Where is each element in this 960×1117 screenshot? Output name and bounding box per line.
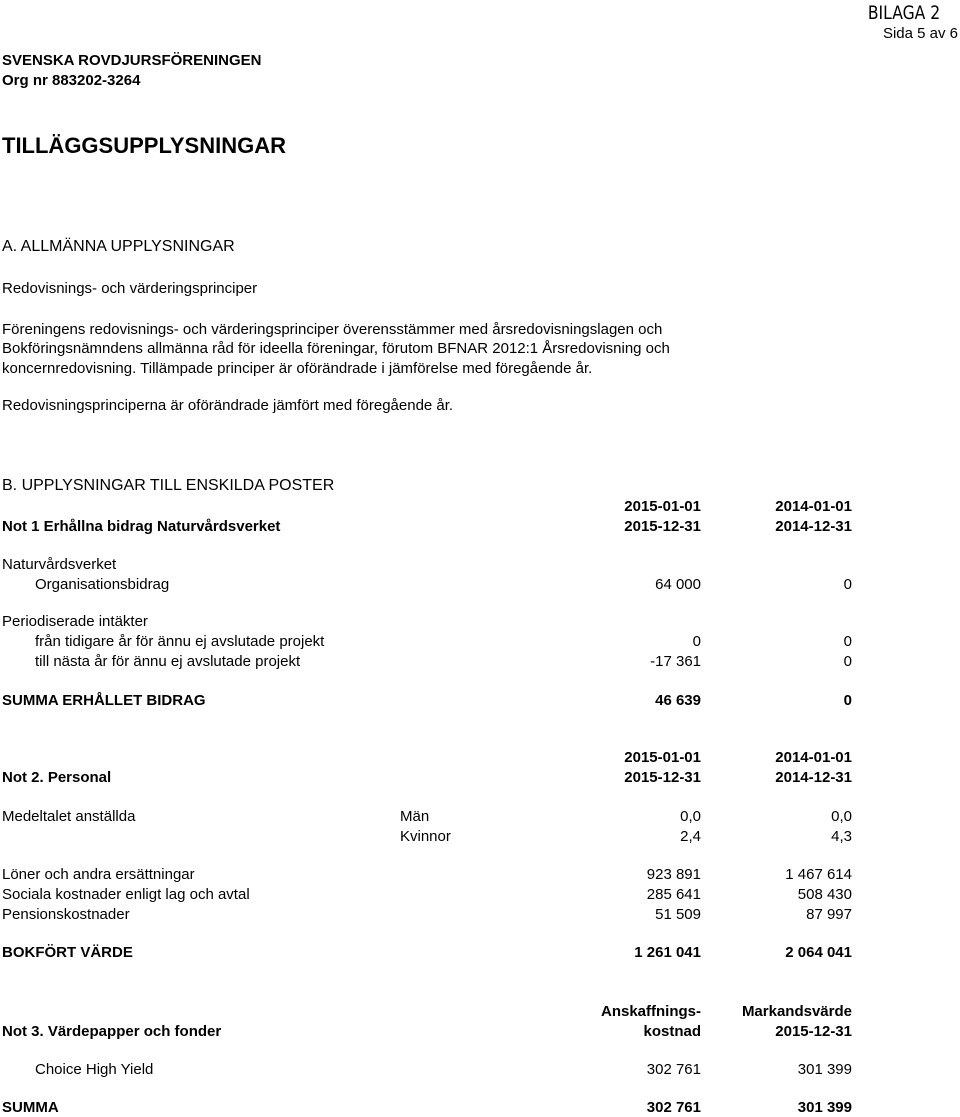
section-a-paragraph-2: Redovisningsprinciperna är oförändrade jämfört med föregående år. xyxy=(2,397,454,414)
bilaga-label: BILAGA 2 xyxy=(867,2,940,24)
section-a-subheading: Redovisnings- och värderingsprinciper xyxy=(2,280,258,297)
org-number: Org nr 883202-3264 xyxy=(2,72,141,89)
row-value-2014: 508 430 xyxy=(797,886,852,903)
note3-title: Not 3. Värdepapper och fonder xyxy=(2,1023,222,1040)
section-a-paragraph-line: koncernredovisning. Tillämpade principer är oförändrade i jämförelse med föregående år. xyxy=(2,360,593,377)
section-a-paragraph-line: Bokföringsnämndens allmänna råd för ideella föreningar, förutom BFNAR 2012:1 Årsredovisning och xyxy=(2,340,670,357)
note1-sum-2015: 46 639 xyxy=(655,692,701,709)
note2-col2-start: 2014-01-01 xyxy=(775,749,852,766)
note1-group-naturvardsverket: Naturvårdsverket xyxy=(2,556,117,573)
note1-title: Not 1 Erhållna bidrag Naturvårdsverket xyxy=(2,518,281,535)
row-label: Pensionskostnader xyxy=(2,906,130,923)
note2-title: Not 2. Personal xyxy=(2,769,112,786)
row-value-2015: 64 000 xyxy=(655,576,701,593)
note3-sum-cost: 302 761 xyxy=(646,1099,701,1116)
row-value-2014: 1 467 614 xyxy=(785,866,852,883)
note2-col2-end: 2014-12-31 xyxy=(775,769,852,786)
row-value-2014: 4,3 xyxy=(831,828,852,845)
page-number: Sida 5 av 6 xyxy=(882,25,958,42)
note3-sum-market: 301 399 xyxy=(797,1099,852,1116)
row-value-2014: 0,0 xyxy=(831,808,852,825)
note1-group-periodiserade: Periodiserade intäkter xyxy=(2,613,148,630)
note1-sum-2014: 0 xyxy=(843,692,852,709)
row-label: till nästa år för ännu ej avslutade projekt xyxy=(35,653,301,670)
row-label: Löner och andra ersättningar xyxy=(2,866,195,883)
row-value-2015: 0 xyxy=(692,633,701,650)
row-label: från tidigare år för ännu ej avslutade projekt xyxy=(35,633,325,650)
gender-label: Kvinnor xyxy=(400,828,451,845)
row-value-2015: -17 361 xyxy=(650,653,701,670)
note1-col2-end: 2014-12-31 xyxy=(775,518,852,535)
note2-col1-end: 2015-12-31 xyxy=(624,769,701,786)
note3-sum-label: SUMMA xyxy=(2,1099,59,1116)
note3-col2-sub: 2015-12-31 xyxy=(775,1023,852,1040)
note1-sum-label: SUMMA ERHÅLLET BIDRAG xyxy=(2,692,206,709)
row-value-2014: 87 997 xyxy=(806,906,852,923)
row-value-2015: 923 891 xyxy=(646,866,701,883)
note3-col1-head: Anskaffnings- xyxy=(600,1003,701,1020)
note2-col1-start: 2015-01-01 xyxy=(624,749,701,766)
row-value-2015: 2,4 xyxy=(680,828,701,845)
note1-col1-start: 2015-01-01 xyxy=(624,498,701,515)
section-a-heading: A. ALLMÄNNA UPPLYSNINGAR xyxy=(2,238,235,255)
medeltal-label: Medeltalet anställda xyxy=(2,808,136,825)
row-label: Choice High Yield xyxy=(35,1061,154,1078)
section-b-heading: B. UPPLYSNINGAR TILL ENSKILDA POSTER xyxy=(2,477,335,494)
row-value-market: 301 399 xyxy=(797,1061,852,1078)
page-title: TILLÄGGSUPPLYSNINGAR xyxy=(2,133,286,158)
row-value-cost: 302 761 xyxy=(646,1061,701,1078)
row-label: Sociala kostnader enligt lag och avtal xyxy=(2,886,250,903)
row-value-2015: 0,0 xyxy=(680,808,701,825)
section-a-paragraph-line: Föreningens redovisnings- och värderingsprinciper överensstämmer med årsredovisningslagen och xyxy=(2,321,663,338)
note3-col1-sub: kostnad xyxy=(643,1023,701,1040)
row-value-2014: 0 xyxy=(843,653,852,670)
gender-label: Män xyxy=(400,808,430,825)
row-value-2015: 285 641 xyxy=(646,886,701,903)
row-value-2014: 0 xyxy=(843,576,852,593)
note1-col1-end: 2015-12-31 xyxy=(624,518,701,535)
note1-col2-start: 2014-01-01 xyxy=(775,498,852,515)
note2-total-2014: 2 064 041 xyxy=(785,944,852,961)
row-value-2014: 0 xyxy=(843,633,852,650)
row-label: Organisationsbidrag xyxy=(35,576,170,593)
note2-total-2015: 1 261 041 xyxy=(634,944,701,961)
note3-col2-head: Markandsvärde xyxy=(741,1003,852,1020)
org-name: SVENSKA ROVDJURSFÖRENINGEN xyxy=(2,52,262,69)
row-value-2015: 51 509 xyxy=(655,906,701,923)
note2-total-label: BOKFÖRT VÄRDE xyxy=(2,944,133,961)
